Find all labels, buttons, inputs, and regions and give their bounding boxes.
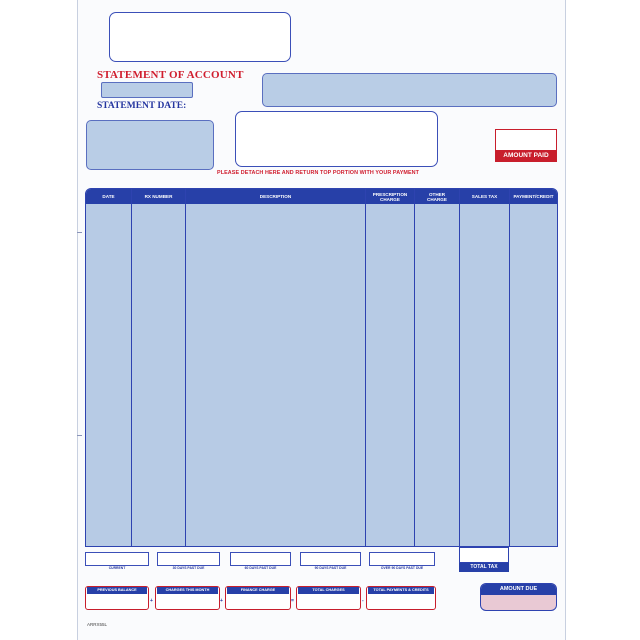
plus-operator: +	[220, 598, 223, 604]
column-header-prescription-charge: PRESCRIPTION CHARGE	[372, 191, 408, 202]
aging-current-field[interactable]	[85, 552, 149, 566]
equals-operator: =	[291, 598, 294, 604]
column-divider	[414, 189, 415, 546]
statement-title: STATEMENT OF ACCOUNT	[97, 69, 244, 81]
remit-address-box	[235, 111, 438, 167]
total-tax-label: TOTAL TAX	[459, 563, 509, 572]
previous-balance-label: PREVIOUS BALANCE	[87, 587, 147, 594]
column-divider	[131, 189, 132, 546]
margin-tick	[77, 435, 82, 436]
column-divider	[509, 189, 510, 546]
finance-charge-label: FINANCE CHARGE	[227, 587, 289, 594]
aging-60-days-label: 60 DAYS PAST DUE	[244, 566, 277, 570]
column-header-description: DESCRIPTION	[259, 194, 292, 199]
account-number-field[interactable]	[101, 82, 193, 98]
aging-30-days-field[interactable]	[157, 552, 220, 566]
total-tax-field[interactable]	[459, 547, 509, 563]
statement-date-label: STATEMENT DATE:	[97, 101, 187, 111]
plus-operator: +	[150, 598, 153, 604]
column-divider	[185, 189, 186, 546]
column-divider	[459, 189, 460, 546]
minus-operator: -	[362, 598, 364, 604]
aging-over-90-days-label: OVER 90 DAYS PAST DUE	[380, 566, 424, 570]
statement-info-field[interactable]	[262, 73, 557, 107]
aging-over-90-days-field[interactable]	[369, 552, 435, 566]
aging-90-days-label: 90 DAYS PAST DUE	[314, 566, 347, 570]
column-header-sales-tax: SALES TAX	[471, 194, 498, 199]
aging-60-days-field[interactable]	[230, 552, 291, 566]
transactions-table	[85, 188, 558, 547]
amount-paid-field[interactable]	[495, 129, 557, 150]
aging-30-days-label: 30 DAYS PAST DUE	[172, 566, 205, 570]
column-header-date: DATE	[102, 194, 115, 199]
aging-current-label: CURRENT	[108, 566, 126, 570]
aging-90-days-field[interactable]	[300, 552, 361, 566]
total-charges-label: TOTAL CHARGES	[298, 587, 359, 594]
statement-date-field[interactable]	[86, 120, 214, 170]
column-header-other-charge: OTHER CHARGE	[427, 191, 447, 202]
column-divider	[365, 189, 366, 546]
detach-instruction: PLEASE DETACH HERE AND RETURN TOP PORTION WITH YOUR PAYMENT	[217, 170, 420, 176]
column-header-payment-credit: PAYMENT/CREDIT	[513, 194, 554, 199]
margin-tick	[77, 232, 82, 233]
sender-address-box	[109, 12, 291, 62]
total-payments-credits-label: TOTAL PAYMENTS & CREDITS	[368, 587, 434, 594]
amount-paid-label: AMOUNT PAID	[495, 150, 557, 162]
amount-due-label: AMOUNT DUE	[481, 584, 556, 595]
form-code: ARRX55L	[87, 622, 108, 627]
amount-due-field[interactable]	[480, 583, 557, 611]
column-header-rx-number: RX NUMBER	[144, 194, 173, 199]
charges-this-month-label: CHARGES THIS MONTH	[157, 587, 218, 594]
